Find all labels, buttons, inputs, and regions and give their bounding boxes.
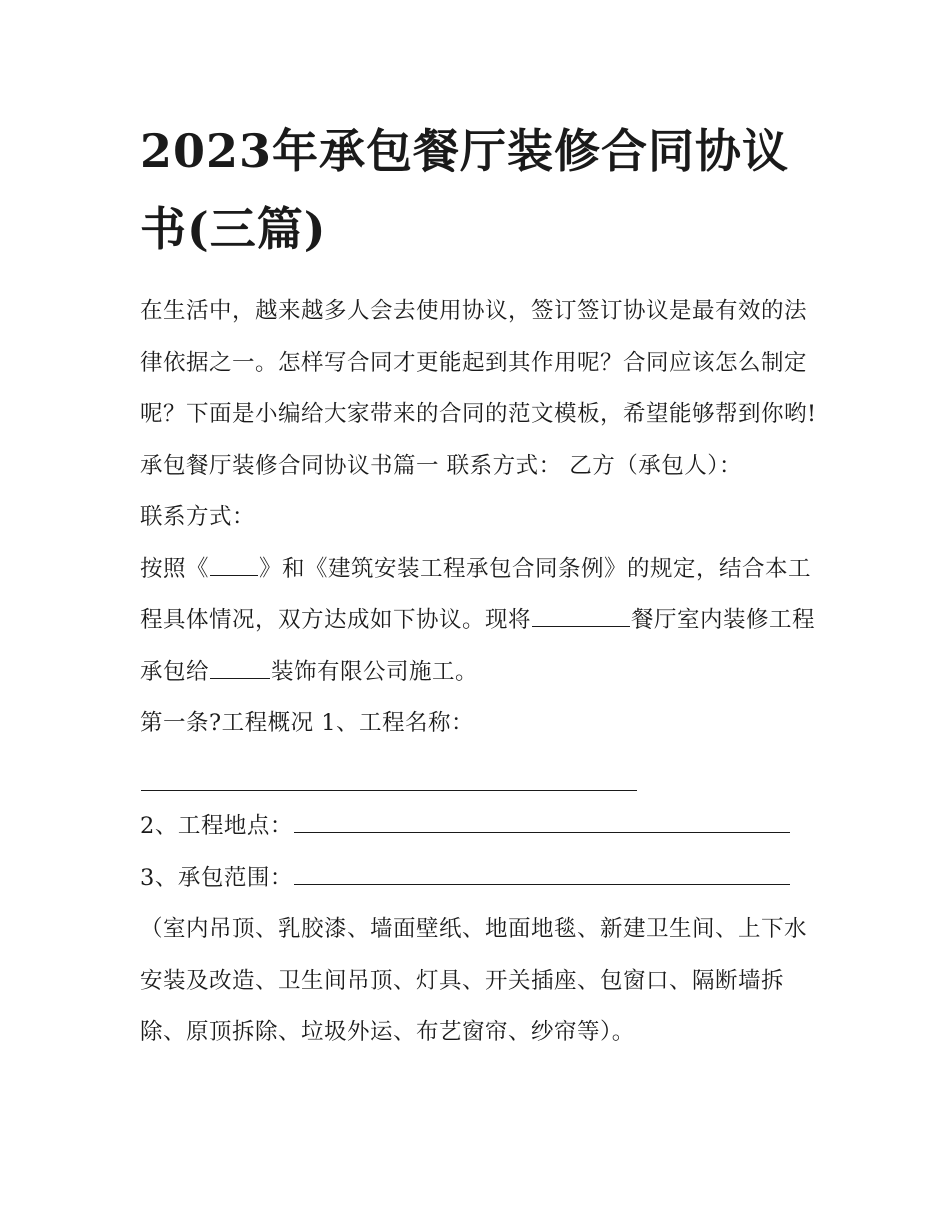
basis-text-1: 按照《 [140, 555, 210, 582]
intro-paragraph: 在生活中，越来越多人会去使用协议，签订签订协议是最有效的法律依据之一。怎样写合同才更能起到其作用呢？合同应该怎么制定呢？下面是小编给大家带来的合同的范文模板，希望能够帮到你哟! [140, 298, 817, 427]
item-2-label: 2、工程地点： [140, 813, 293, 839]
contact-line: 联系方式： [140, 504, 256, 530]
blank-project-name [141, 768, 637, 791]
item-3-label: 3、承包范围： [140, 864, 293, 891]
basis-text-3: 餐厅室内装修工程承包给 [140, 607, 816, 685]
document-page [140, 112, 820, 1059]
document-body [140, 286, 820, 1059]
basis-text-2: 》和《建筑安装工程承包合同条例》的规定，结合本工程具体情况，双方达成如下协议。现将 [140, 555, 812, 633]
article-1-heading: 第一条?工程概况 1、工程名称： [140, 710, 475, 736]
item-2-line [140, 801, 820, 853]
basis-paragraph [140, 544, 820, 699]
blank-restaurant-name [532, 604, 630, 627]
basis-text-4: 装饰有限公司施工。 [271, 658, 479, 685]
section-heading-line: 承包餐厅装修合同协议书篇一 联系方式： 乙方（承包人）： [140, 452, 743, 479]
scope-paragraph: （室内吊顶、乳胶漆、墙面壁纸、地面地毯、新建卫生间、上下水安装及改造、卫生间吊顶、灯具、开关插座、包窗口、隔断墙拆除、原顶拆除、垃圾外运、布艺窗帘、纱帘等）。 [140, 916, 808, 1045]
document-title: 2023年承包餐厅装修合同协议书(三篇) [140, 124, 790, 256]
blank-regulation-name [210, 553, 258, 576]
blank-project-location [294, 810, 790, 833]
item-3-line [140, 853, 820, 905]
blank-contract-scope [294, 862, 790, 885]
project-name-line [140, 750, 820, 802]
blank-company-name [210, 656, 270, 679]
